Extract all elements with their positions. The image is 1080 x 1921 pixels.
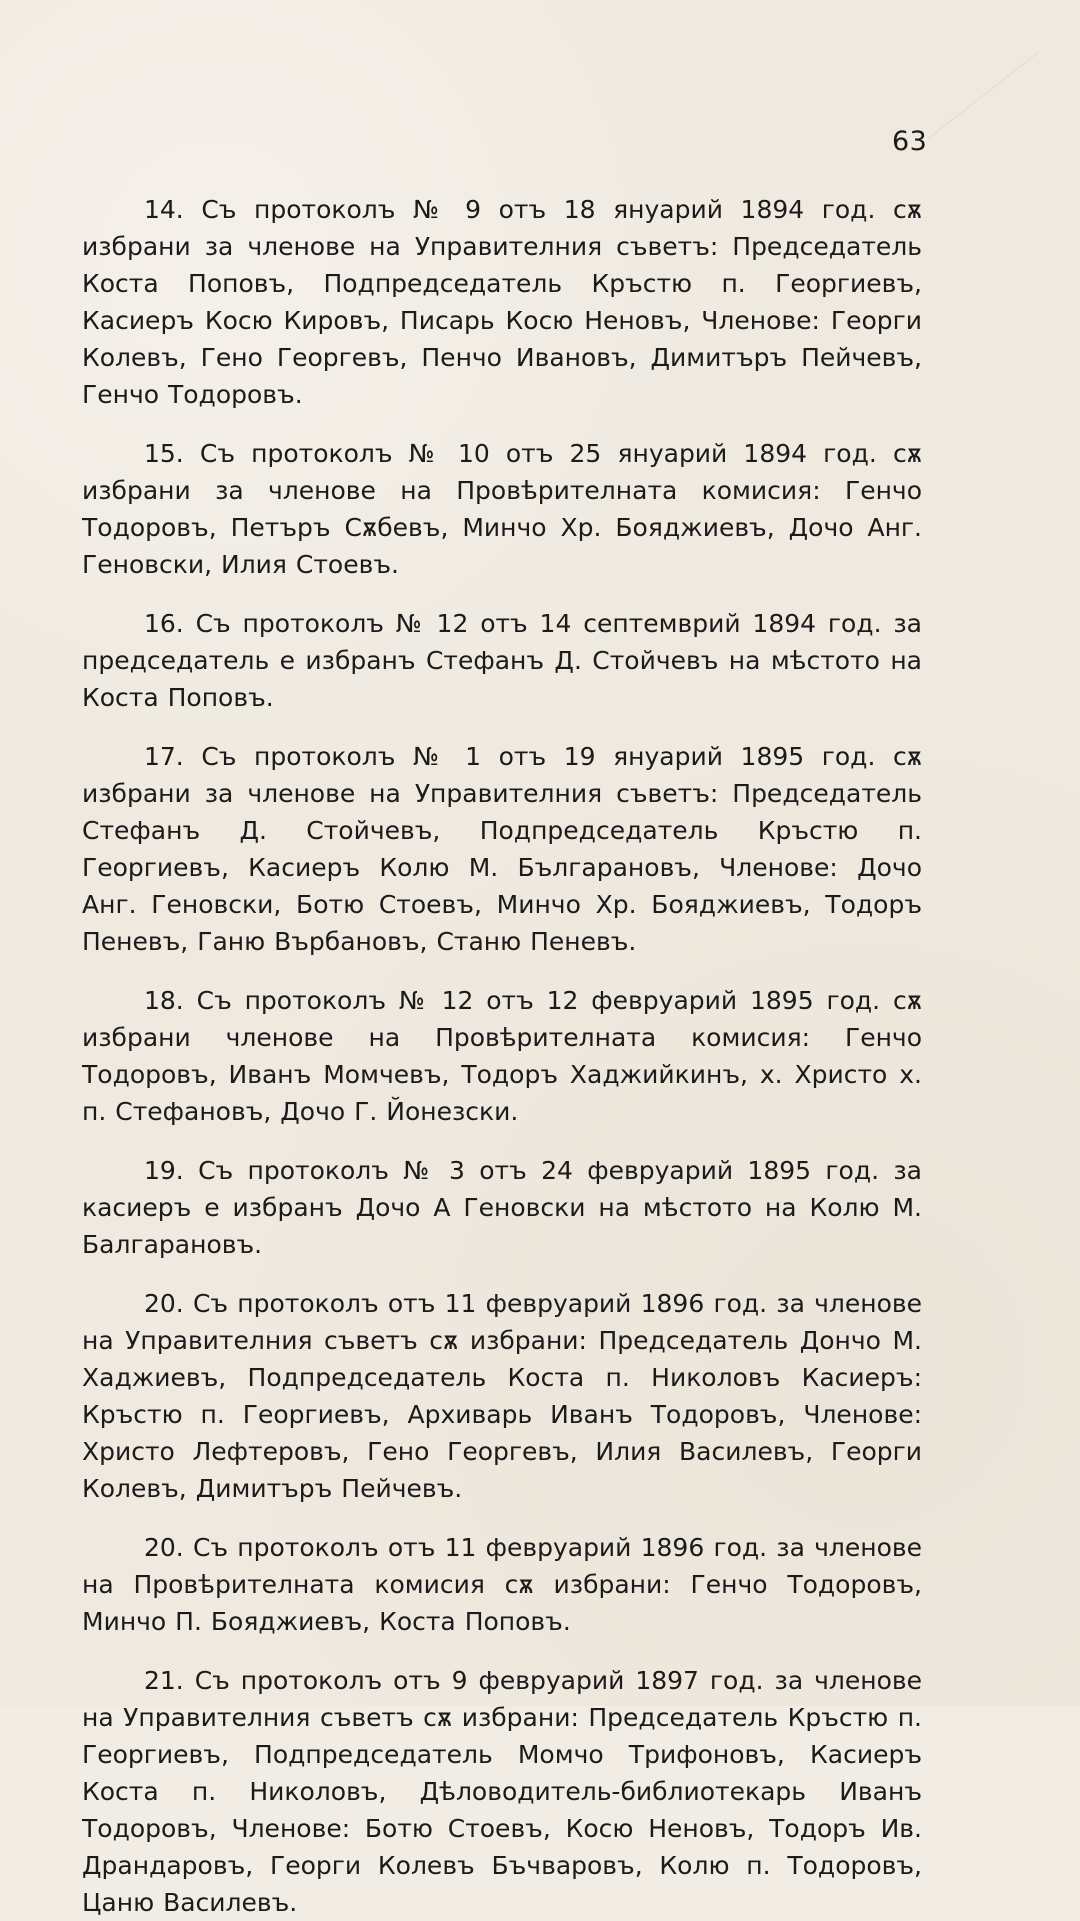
entry-14: 14. Съ протоколъ № 9 отъ 18 януарий 1894 год. сѫ избрани за членове на Управителния съветъ: Председатель Коста Поповъ, Подпредседатель Кръстю п. Георгиевъ, Касиеръ Косю Кировъ, Писарь Косю Неновъ, Членове: Георги Колевъ, Гено Георгевъ, Пенчо Ивановъ, Димитъръ Пейчевъ, Генчо Тодоровъ. <box>82 195 922 409</box>
entry-18: 18. Съ протоколъ № 12 отъ 12 февруарий 1895 год. сѫ избрани членове на Провѣрителната комисия: Генчо Тодоровъ, Иванъ Момчевъ, Тодоръ Хаджийкинъ, х. Христо х. п. Стефановъ, Дочо Г. Йонезски. <box>82 986 922 1126</box>
paper-mark <box>928 52 1080 210</box>
entry-19: 19. Съ протоколъ № 3 отъ 24 февруарий 1895 год. за касиеръ е избранъ Дочо А Геновски на мѣстото на Колю М. Балгарановъ. <box>82 1156 922 1259</box>
entry-16: 16. Съ протоколъ № 12 отъ 14 септемврий 1894 год. за председатель е избранъ Стефанъ Д. Стойчевъ на мѣстото на Коста Поповъ. <box>82 609 922 712</box>
entry-15: 15. Съ протоколъ № 10 отъ 25 януарий 1894 год. сѫ избрани за членове на Провѣрителната комисия: Генчо Тодоровъ, Петъръ Сѫбевъ, Минчо Хр. Бояджиевъ, Дочо Анг. Геновски, Илия Стоевъ. <box>82 439 922 579</box>
page-number: 63 <box>892 126 928 157</box>
entry-20-council: 20. Съ протоколъ отъ 11 февруарий 1896 год. за членове на Управителния съветъ сѫ избрани: Председатель Дончо М. Хаджиевъ, Подпредседатель Коста п. Николовъ Касиеръ: Кръстю п. Георгиевъ, Архиварь Иванъ Тодоровъ, Членове: Христо Лефтеровъ, Гено Георгевъ, Илия Василевъ, Георги Колевъ, Димитъръ Пейчевъ. <box>82 1289 922 1503</box>
entry-20-commission: 20. Съ протоколъ отъ 11 февруарий 1896 год. за членове на Провѣрителната комисия сѫ избрани: Генчо Тодоровъ, Минчо П. Бояджиевъ, Коста Поповъ. <box>82 1533 922 1636</box>
entry-21: 21. Съ протоколъ отъ 9 февруарий 1897 год. за членове на Управителния съветъ сѫ избрани: Председатель Кръстю п. Георгиевъ, Подпредседатель Момчо Трифоновъ, Касиеръ Коста п. Николовъ, Дѣловодитель-библиотекарь Иванъ Тодоровъ, Членове: Ботю Стоевъ, Косю Неновъ, Тодоръ Ив. Драндаровъ, Георги Колевъ Бъчваровъ, Колю п. Тодоровъ, Цаню Василевъ. <box>82 1666 922 1917</box>
entry-17: 17. Съ протоколъ № 1 отъ 19 януарий 1895 год. сѫ избрани за членове на Управителния съветъ: Председатель Стефанъ Д. Стойчевъ, Подпредседатель Кръстю п. Георгиевъ, Касиеръ Колю М. Българановъ, Членове: Дочо Анг. Геновски, Ботю Стоевъ, Минчо Хр. Бояджиевъ, Тодоръ Пеневъ, Ганю Върбановъ, Станю Пеневъ. <box>82 742 922 956</box>
page-content <box>82 191 922 1921</box>
